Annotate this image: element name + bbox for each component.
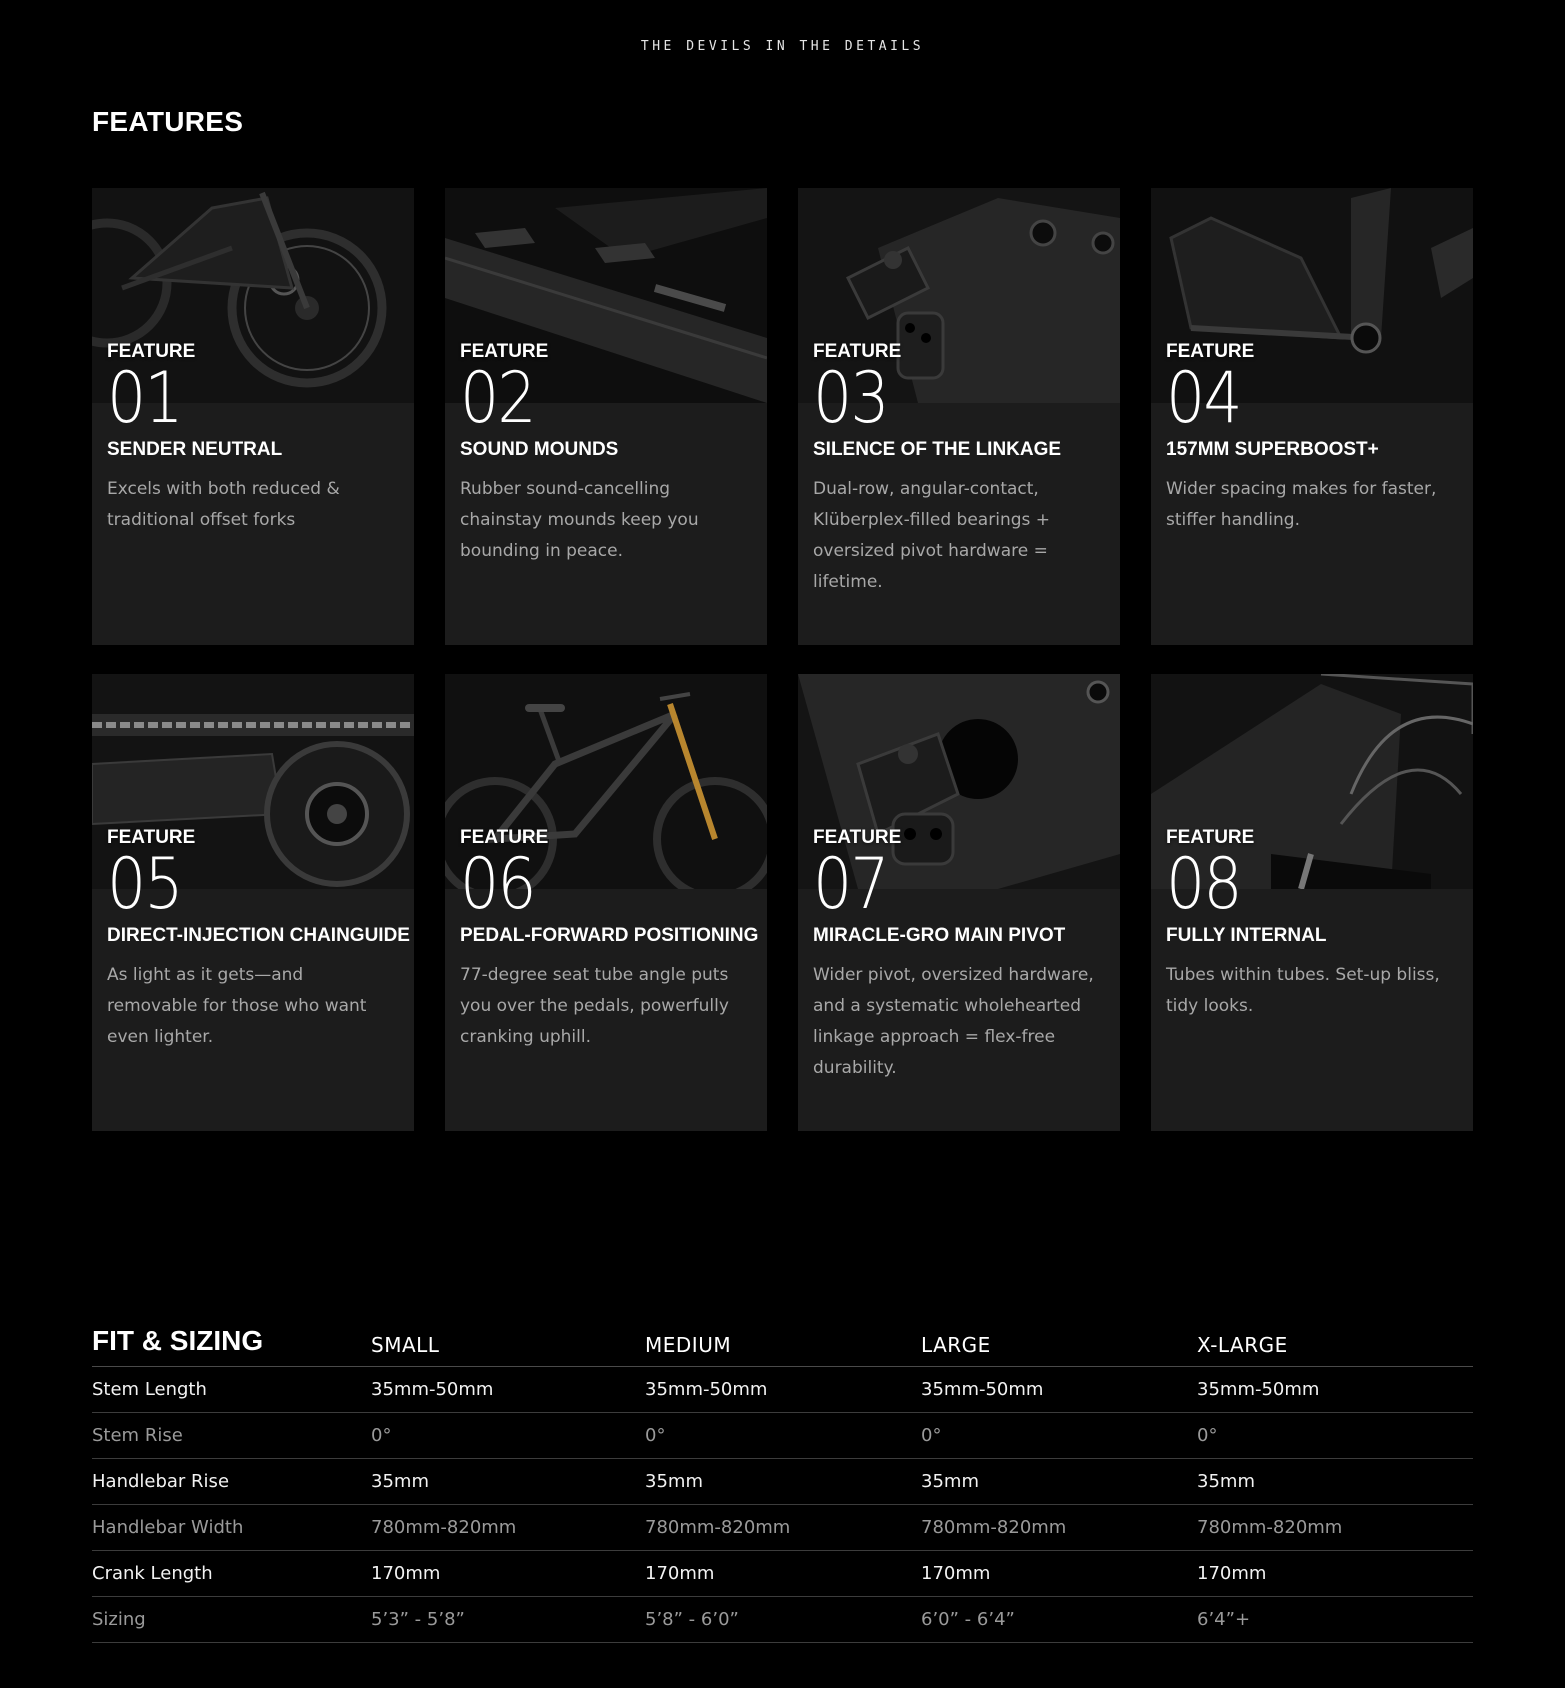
fit-title-cell: [92, 1310, 371, 1367]
feature-card-04: [1151, 188, 1473, 645]
feature-card-07: [798, 674, 1120, 1131]
feature-number: 07: [813, 843, 888, 925]
row-label: Stem Rise: [92, 1413, 371, 1459]
cell-value: 170mm: [371, 1551, 645, 1597]
cell-value: 35mm-50mm: [1197, 1367, 1473, 1413]
cell-value: 35mm: [371, 1459, 645, 1505]
feature-card-02: [445, 188, 767, 645]
feature-card-08: [1151, 674, 1473, 1131]
feature-kicker: FEATURE: [460, 827, 549, 848]
cell-value: 0°: [645, 1413, 921, 1459]
cell-value: 780mm-820mm: [1197, 1505, 1473, 1551]
feature-description: Dual-row, angular-contact, Klüberplex-filled bearings + oversized pivot hardware = lifetime.: [813, 479, 1051, 592]
feature-number: 01: [107, 357, 182, 439]
feature-name: SILENCE OF THE LINKAGE: [813, 439, 1062, 460]
cell-value: 35mm-50mm: [645, 1367, 921, 1413]
feature-kicker: FEATURE: [107, 341, 196, 362]
feature-card-06: [445, 674, 767, 1131]
fit-sizing-table: [92, 1310, 1473, 1643]
feature-name: SENDER NEUTRAL: [107, 439, 283, 460]
cell-value: 0°: [371, 1413, 645, 1459]
size-large-label: LARGE: [921, 1333, 991, 1357]
cell-value: 6’4”+: [1197, 1597, 1473, 1643]
feature-number: 06: [460, 843, 535, 925]
section-eyebrow: THE DEVILS IN THE DETAILS: [640, 39, 925, 54]
feature-kicker: FEATURE: [460, 341, 549, 362]
feature-name: MIRACLE-GRO MAIN PIVOT: [813, 925, 1066, 946]
feature-name: SOUND MOUNDS: [460, 439, 619, 460]
feature-description: Wider spacing makes for faster, stiffer handling.: [1166, 479, 1437, 530]
fit-header-row: [92, 1310, 1473, 1367]
cell-value: 35mm: [921, 1459, 1197, 1505]
size-small-label: SMALL: [371, 1333, 440, 1357]
cell-value: 5’8” - 6’0”: [645, 1597, 921, 1643]
feature-kicker: FEATURE: [813, 827, 902, 848]
feature-name: 157MM SUPERBOOST+: [1166, 439, 1379, 460]
feature-description: Tubes within tubes. Set-up bliss, tidy looks.: [1166, 965, 1440, 1016]
size-header: [645, 1310, 921, 1367]
size-medium-label: MEDIUM: [645, 1333, 732, 1357]
cell-value: 780mm-820mm: [645, 1505, 921, 1551]
feature-description: 77-degree seat tube angle puts you over the pedals, powerfully cranking uphill.: [460, 965, 729, 1047]
size-header: [1197, 1310, 1473, 1367]
row-label: Stem Length: [92, 1367, 371, 1413]
feature-number: 02: [460, 357, 535, 439]
feature-description: As light as it gets—and removable for those who want even lighter.: [107, 965, 367, 1047]
cell-value: 5’3” - 5’8”: [371, 1597, 645, 1643]
cell-value: 0°: [921, 1413, 1197, 1459]
features-title: FEATURES: [92, 106, 244, 137]
row-label: Sizing: [92, 1597, 371, 1643]
table-row: [92, 1459, 1473, 1505]
feature-number: 04: [1166, 357, 1241, 439]
feature-card-05: [92, 674, 414, 1131]
cell-value: 780mm-820mm: [921, 1505, 1197, 1551]
table-row: [92, 1367, 1473, 1413]
feature-description: Rubber sound-cancelling chainstay mounds keep you bounding in peace.: [460, 479, 699, 561]
cell-value: 780mm-820mm: [371, 1505, 645, 1551]
table-row: [92, 1551, 1473, 1597]
table-row: [92, 1505, 1473, 1551]
cell-value: 0°: [1197, 1413, 1473, 1459]
cell-value: 170mm: [921, 1551, 1197, 1597]
feature-name: DIRECT-INJECTION CHAINGUIDE: [107, 925, 410, 946]
row-label: Handlebar Width: [92, 1505, 371, 1551]
feature-card-01: [92, 188, 414, 645]
size-xlarge-label: X-LARGE: [1197, 1333, 1288, 1357]
feature-kicker: FEATURE: [107, 827, 196, 848]
cell-value: 35mm: [1197, 1459, 1473, 1505]
row-label: Handlebar Rise: [92, 1459, 371, 1505]
cell-value: 170mm: [1197, 1551, 1473, 1597]
features-grid: [92, 188, 1474, 1131]
cell-value: 35mm-50mm: [371, 1367, 645, 1413]
table-row: [92, 1413, 1473, 1459]
size-header: [371, 1310, 645, 1367]
feature-number: 03: [813, 357, 888, 439]
feature-description: Excels with both reduced & traditional offset forks: [107, 479, 340, 530]
feature-kicker: FEATURE: [1166, 827, 1255, 848]
cell-value: 35mm: [645, 1459, 921, 1505]
feature-name: FULLY INTERNAL: [1166, 925, 1327, 946]
feature-number: 05: [107, 843, 182, 925]
feature-kicker: FEATURE: [1166, 341, 1255, 362]
feature-number: 08: [1166, 843, 1241, 925]
feature-card-03: [798, 188, 1120, 645]
cell-value: 35mm-50mm: [921, 1367, 1197, 1413]
feature-name: PEDAL-FORWARD POSITIONING: [460, 925, 759, 946]
cell-value: 6’0” - 6’4”: [921, 1597, 1197, 1643]
size-header: [921, 1310, 1197, 1367]
cell-value: 170mm: [645, 1551, 921, 1597]
feature-kicker: FEATURE: [813, 341, 902, 362]
fit-sizing-title: FIT & SIZING: [92, 1325, 264, 1356]
row-label: Crank Length: [92, 1551, 371, 1597]
feature-description: Wider pivot, oversized hardware, and a systematic wholehearted linkage approach = flex-free durability.: [813, 965, 1094, 1078]
table-row: [92, 1597, 1473, 1643]
